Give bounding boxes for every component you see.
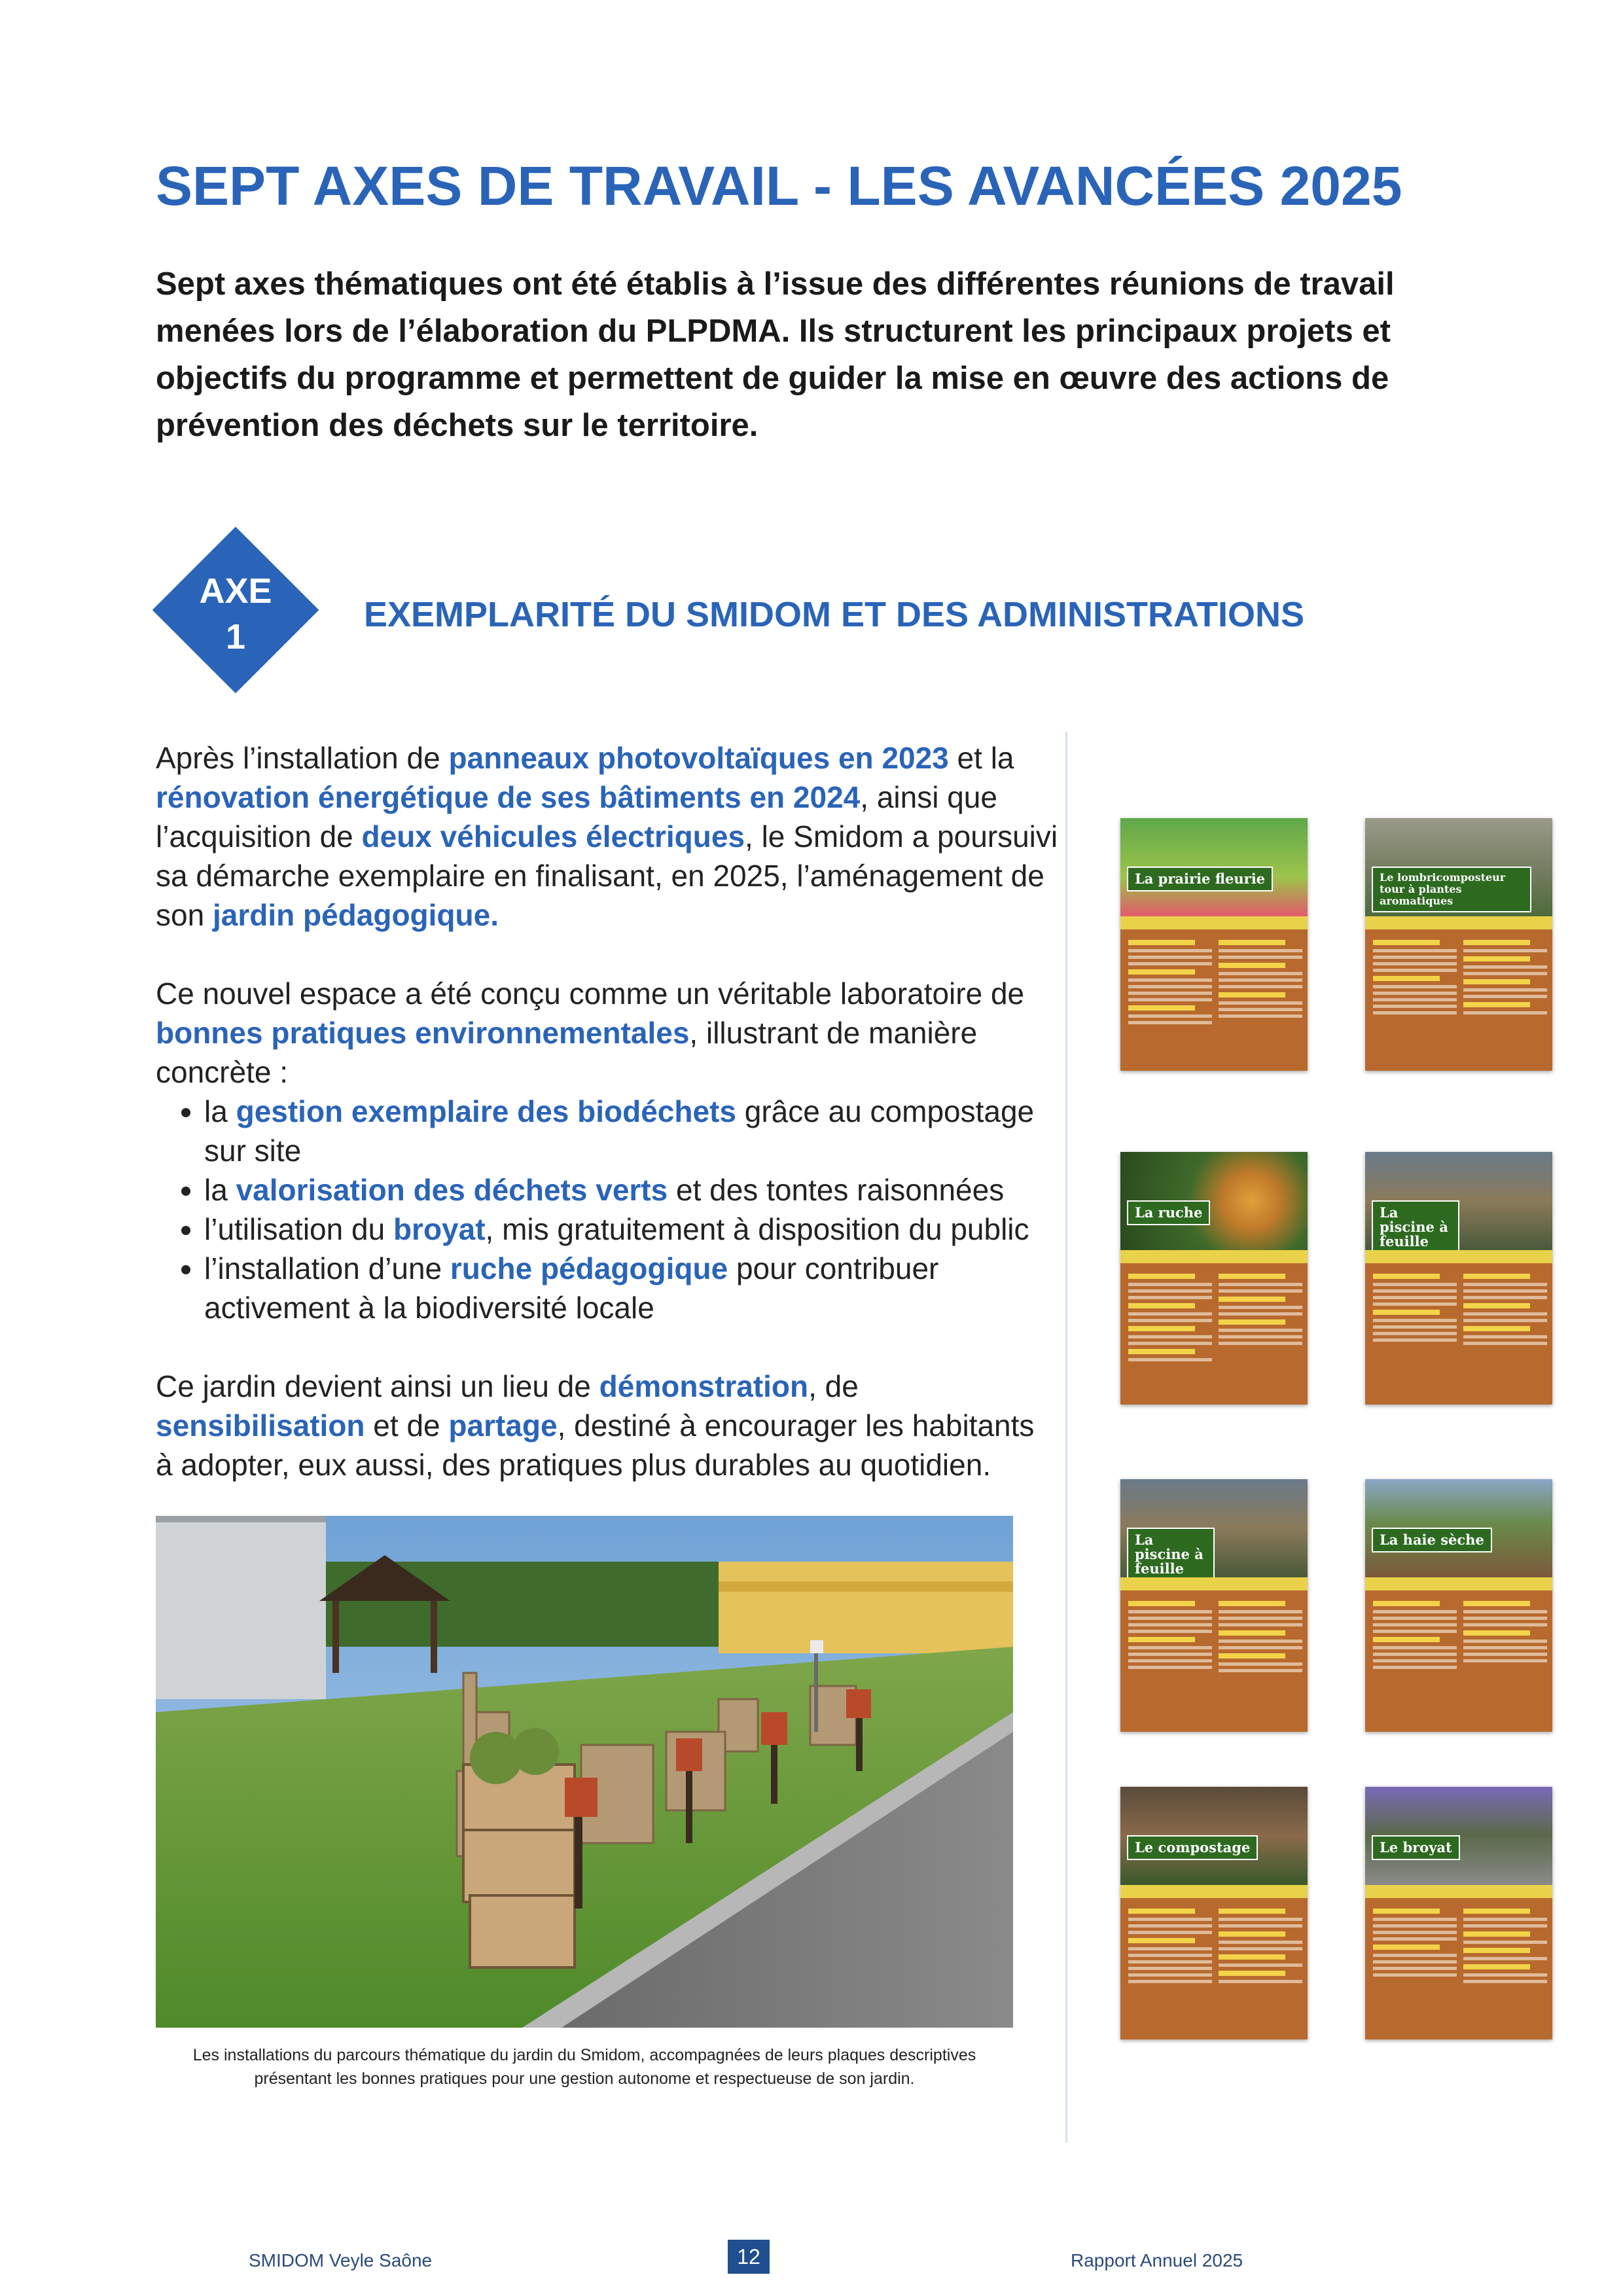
panel-title: Le lombricomposteur tour à plantes aromatiques xyxy=(1372,867,1531,912)
paragraph-3: Ce jardin devient ainsi un lieu de démonstration, de sensibilisation et de partage, destiné à encourager les habitants à adopter, eux aussi, des pratiques plus durables au quotidien. xyxy=(156,1369,1035,1482)
panel-prairie xyxy=(1120,818,1308,1071)
axe-title: EXEMPLARITÉ DU SMIDOM ET DES ADMINISTRATIONS xyxy=(364,595,1305,634)
text: , le Smidom a poursuivi sa démarche exemplaire en finalisant, en 2025, l’aménagement de son xyxy=(156,819,1058,932)
panel-title: La haie sèche xyxy=(1372,1528,1492,1552)
list-item: • la gestion exemplaire des biodéchets grâce au compostage sur site xyxy=(204,1092,1059,1170)
panel-title: La piscine à feuille xyxy=(1127,1528,1215,1581)
intro-paragraph: Sept axes thématiques ont été établis à l’issue des différentes réunions de travail menées lors de l’élaboration du PLPDMA. Ils structurent les principaux projets et objectifs du programme et permettent de guider la mise en œuvre des actions de prévention des déchets sur le territoire. xyxy=(156,266,1395,443)
page-number: 12 xyxy=(728,2240,770,2274)
highlight: panneaux photovoltaïques en 2023 xyxy=(448,741,949,775)
panel-piscine-1 xyxy=(1365,1152,1552,1405)
text: Après l’installation de xyxy=(156,741,449,775)
panel-title: La piscine à feuille xyxy=(1372,1200,1459,1254)
garden-photo xyxy=(156,1516,1013,2028)
panel-title: La prairie fleurie xyxy=(1127,867,1273,891)
paragraph-2 xyxy=(156,974,1059,1092)
text: , ainsi que l’acquisition de xyxy=(156,780,997,853)
caption-line-1: Les installations du parcours thématique du jardin du Smidom, accompagnées de leurs plaques descriptives xyxy=(192,2046,976,2064)
list-item: • la valorisation des déchets verts et des tontes raisonnées xyxy=(204,1170,1059,1210)
panel-lombricomposteur xyxy=(1365,818,1552,1071)
text: et la xyxy=(948,741,1014,775)
highlight: jardin pédagogique. xyxy=(212,898,499,932)
body-text xyxy=(156,738,1059,1524)
axe-label-line1: AXE xyxy=(199,571,272,611)
highlight: deux véhicules électriques xyxy=(361,819,745,853)
bullet-list xyxy=(156,1092,1059,1327)
column-divider xyxy=(1065,732,1067,2143)
caption-line-2: présentant les bonnes pratiques pour une gestion autonome et respectueuse de son jardin. xyxy=(254,2070,915,2088)
paragraph-1 xyxy=(156,738,1059,935)
highlight: bonnes pratiques environnementales xyxy=(156,1016,690,1050)
list-item: • l’installation d’une ruche pédagogique pour contribuer activement à la biodiversité locale xyxy=(204,1249,1059,1327)
panel-haie-seche xyxy=(1365,1479,1552,1732)
highlight: rénovation énergétique de ses bâtiments en 2024 xyxy=(156,780,861,814)
panel-title: La ruche xyxy=(1127,1200,1210,1225)
panel-ruche xyxy=(1120,1152,1308,1405)
text: , illustrant de manière concrète : xyxy=(156,1016,978,1089)
panel-compostage xyxy=(1120,1787,1308,2039)
panel-broyat xyxy=(1365,1787,1552,2039)
list-item: • l’utilisation du broyat, mis gratuitement à disposition du public xyxy=(204,1210,1059,1249)
page-title: SEPT AXES DE TRAVAIL - LES AVANCÉES 2025 xyxy=(156,155,1402,217)
text: Ce nouvel espace a été conçu comme un véritable laboratoire de xyxy=(156,977,1025,1011)
panel-piscine-2 xyxy=(1120,1479,1308,1732)
panel-title: Le compostage xyxy=(1127,1835,1258,1860)
footer-organization: SMIDOM Veyle Saône xyxy=(249,2250,433,2270)
photo-caption xyxy=(156,2043,1013,2090)
axe-label-line2: 1 xyxy=(225,617,246,656)
axe-number-label xyxy=(157,568,314,660)
footer-report-title: Rapport Annuel 2025 xyxy=(1071,2250,1243,2270)
panel-title: Le broyat xyxy=(1372,1835,1460,1860)
